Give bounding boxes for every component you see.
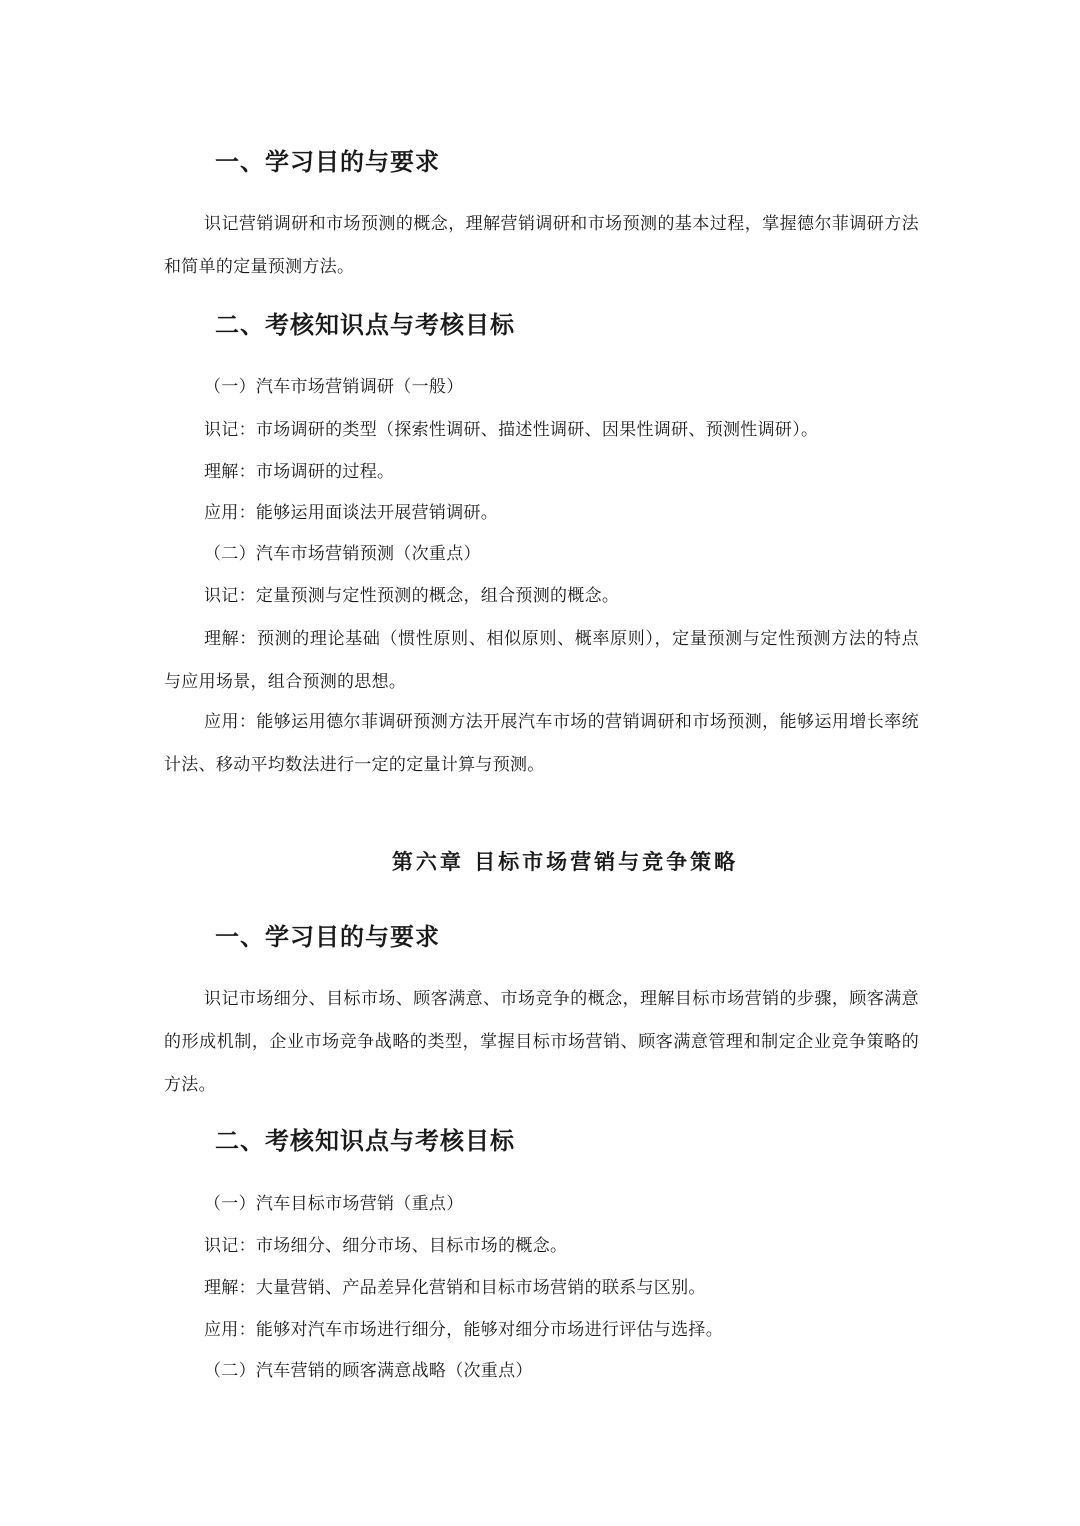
- subsection-customer-satisfaction: （二）汽车营销的顾客满意战略（次重点）: [204, 1361, 533, 1381]
- subsection-marketing-forecast: （二）汽车市场营销预测（次重点）: [204, 544, 481, 564]
- list-item-remember: 识记：定量预测与定性预测的概念，组合预测的概念。: [204, 586, 620, 606]
- list-item-understand: 理解：大量营销、产品差异化营销和目标市场营销的联系与区别。: [204, 1278, 706, 1298]
- list-item-apply: 应用：能够运用面谈法开展营销调研。: [204, 503, 499, 523]
- list-item-understand: 理解：市场调研的过程。: [204, 462, 395, 482]
- list-item-remember: 识记：市场调研的类型（探索性调研、描述性调研、因果性调研、预测性调研）。: [204, 420, 819, 440]
- paragraph-understand: 理解：预测的理论基础（惯性原则、相似原则、概率原则），定量预测与定性预测方法的特点与应用场景，组合预测的思想。: [164, 629, 919, 692]
- list-item-remember: 识记：市场细分、细分市场、目标市场的概念。: [204, 1236, 568, 1256]
- chapter-title: 第六章 目标市场营销与竞争策略: [391, 849, 739, 874]
- subsection-marketing-research: （一）汽车市场营销调研（一般）: [204, 377, 464, 397]
- section-heading-assessment: 二、考核知识点与考核目标: [215, 311, 515, 339]
- section-heading-assessment: 二、考核知识点与考核目标: [215, 1127, 515, 1155]
- section-heading-learning-goals: 一、学习目的与要求: [215, 148, 440, 176]
- paragraph-learning-goals: 识记营销调研和市场预测的概念，理解营销调研和市场预测的基本过程，掌握德尔菲调研方法和简单的定量预测方法。: [164, 214, 919, 277]
- subsection-target-marketing: （一）汽车目标市场营销（重点）: [204, 1194, 464, 1214]
- list-item-apply: 应用：能够对汽车市场进行细分，能够对细分市场进行评估与选择。: [204, 1320, 723, 1340]
- section-heading-learning-goals: 一、学习目的与要求: [215, 923, 440, 951]
- paragraph-apply: 应用：能够运用德尔菲调研预测方法开展汽车市场的营销调研和市场预测，能够运用增长率统计法、移动平均数法进行一定的定量计算与预测。: [164, 712, 919, 775]
- paragraph-learning-goals: 识记市场细分、目标市场、顾客满意、市场竞争的概念，理解目标市场营销的步骤，顾客满意的形成机制，企业市场竞争战略的类型，掌握目标市场营销、顾客满意管理和制定企业竞争策略的方法。: [164, 989, 919, 1095]
